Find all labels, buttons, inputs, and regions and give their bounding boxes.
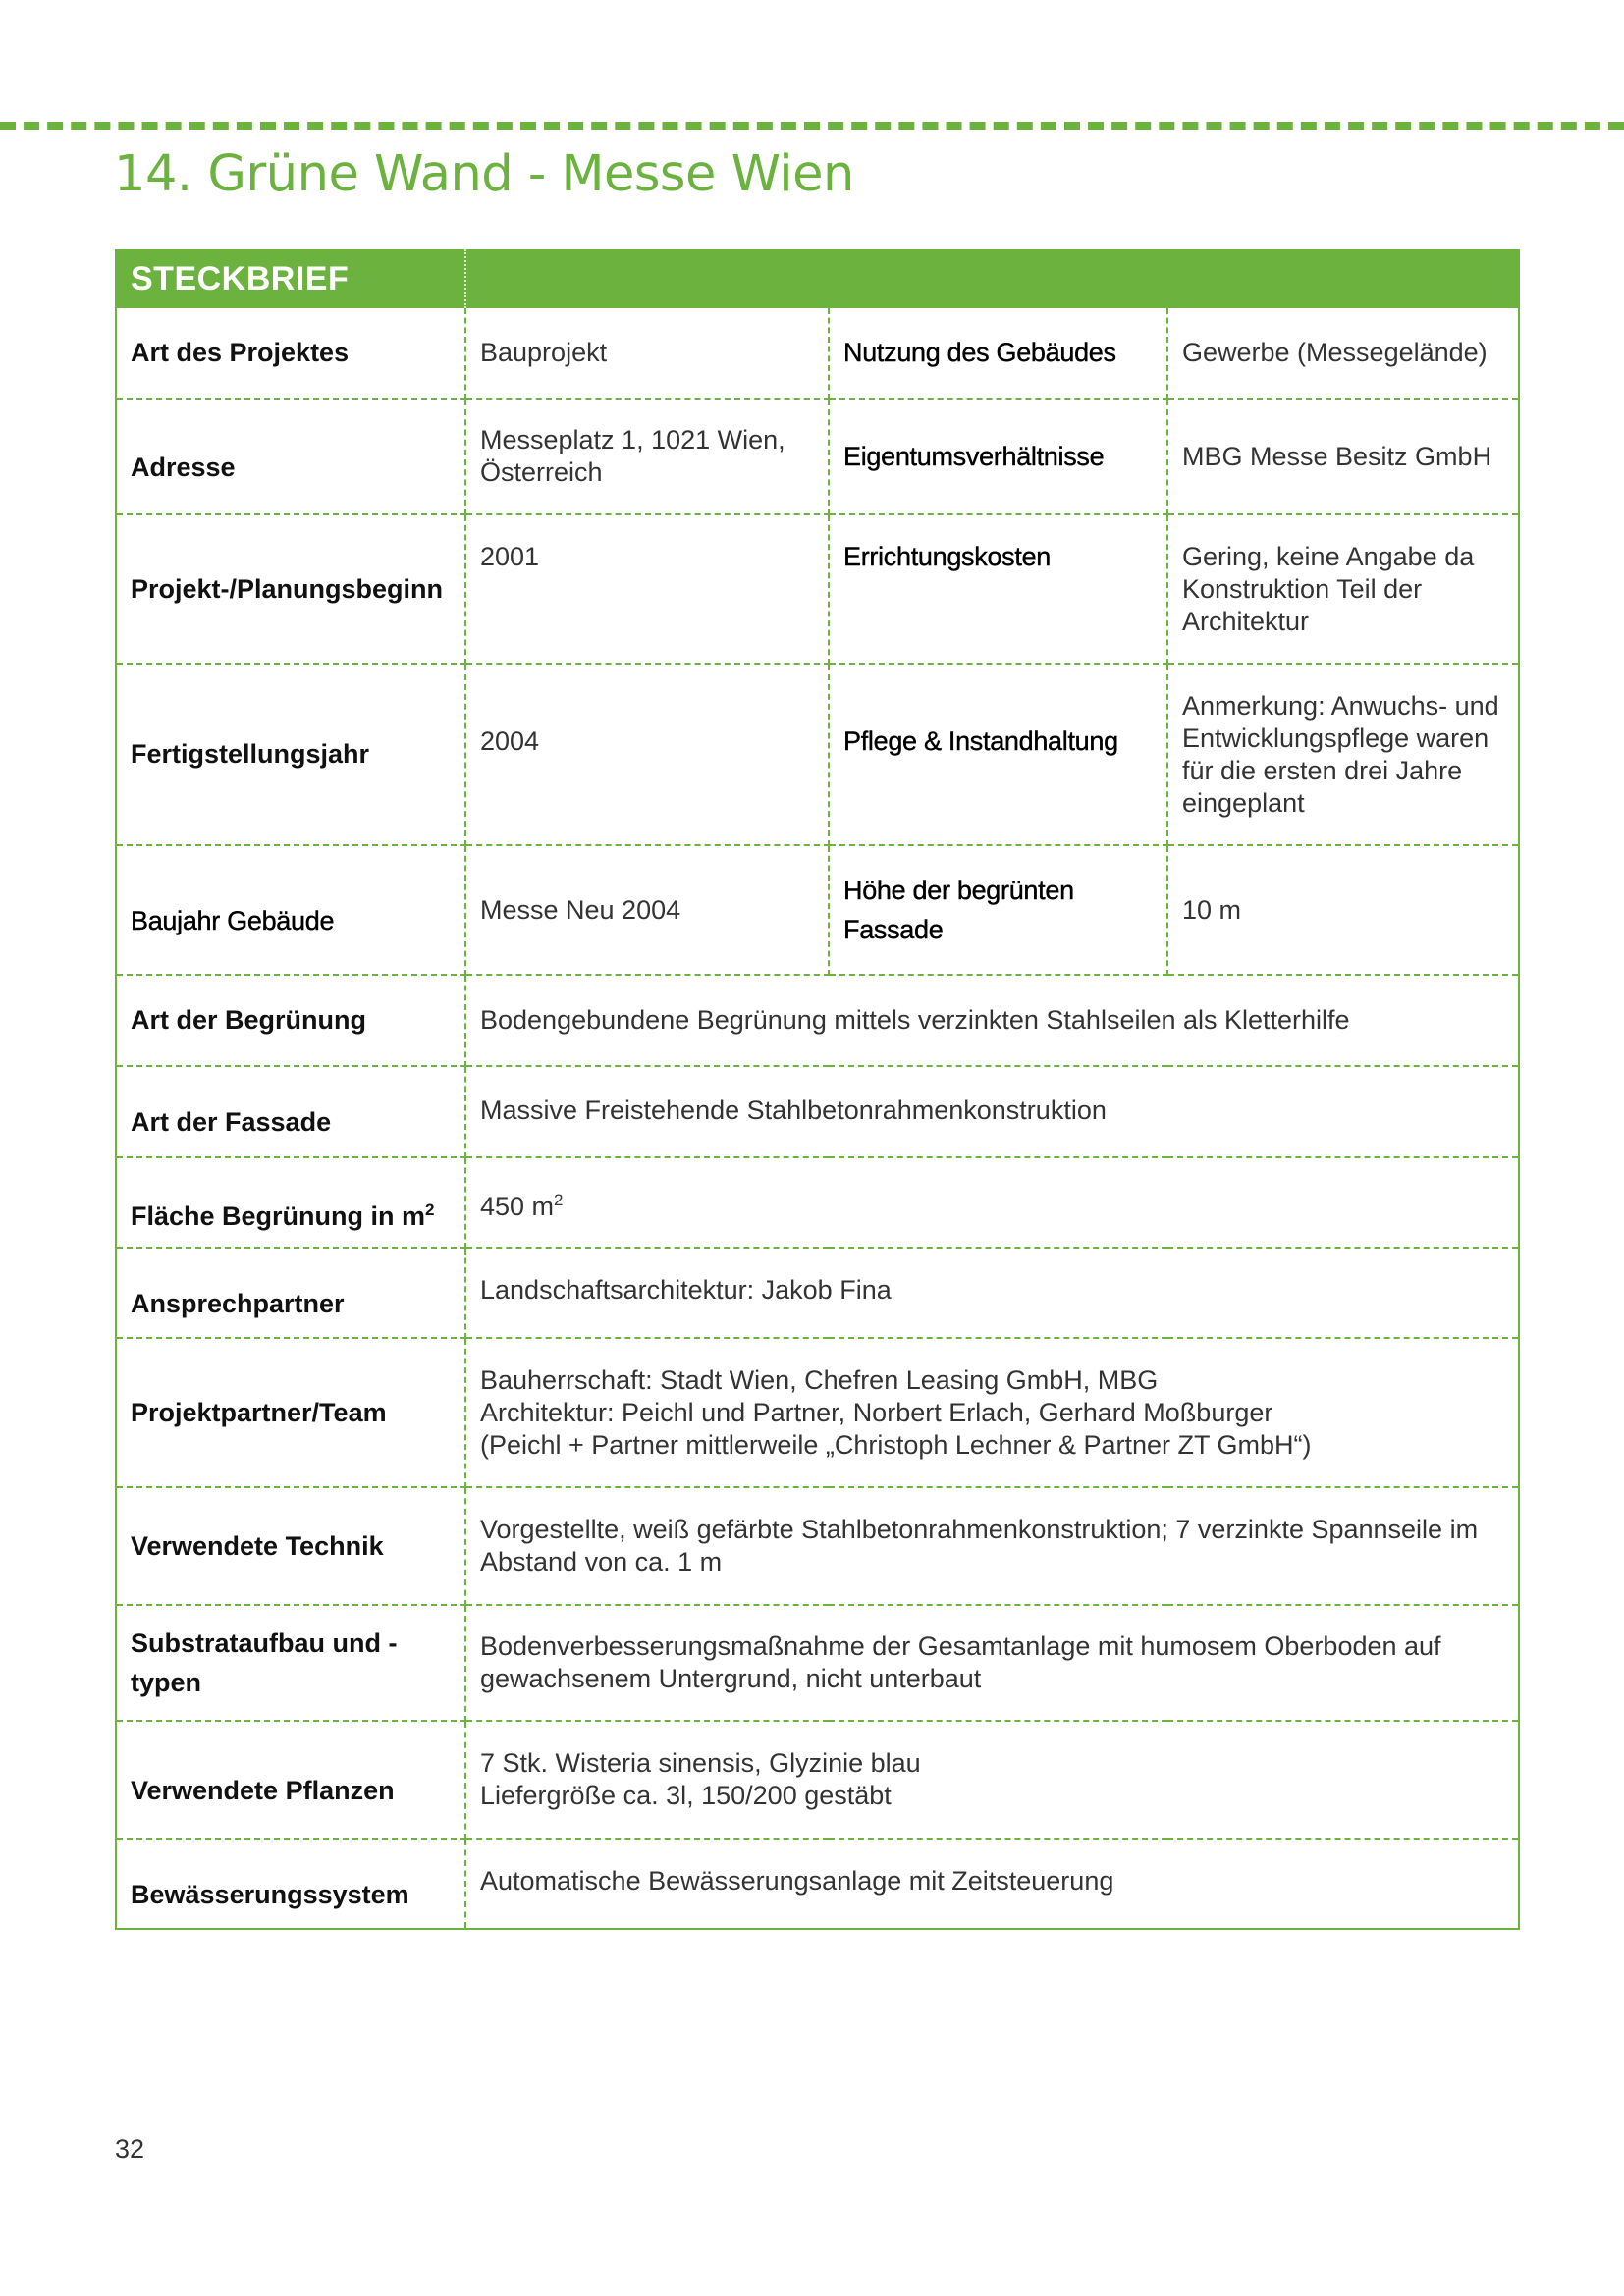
label-flaeche-sup: 2 — [425, 1201, 435, 1219]
steckbrief-header-row — [116, 249, 1519, 308]
pflanzen-line: 7 Stk. Wisteria sinensis, Glyzinie blau — [480, 1748, 921, 1778]
label-art-des-projektes: Art des Projektes — [116, 308, 465, 399]
label-substrat: Substrataufbau und -typen — [116, 1605, 465, 1721]
label-pflanzen: Verwendete Pflanzen — [116, 1721, 465, 1839]
label-hoehe: Höhe der begrünten Fassade — [829, 845, 1167, 975]
value-planungsbeginn: 2001 — [465, 514, 829, 664]
value-flaeche-sup: 2 — [554, 1191, 564, 1209]
label-art-der-fassade: Art der Fassade — [116, 1066, 465, 1157]
label-adresse: Adresse — [116, 399, 465, 514]
label-eigentum: Eigentumsverhältnisse — [829, 399, 1167, 514]
label-art-der-begruenung: Art der Begrünung — [116, 975, 465, 1066]
table-row — [116, 1839, 1519, 1929]
value-art-des-projektes: Bauprojekt — [465, 308, 829, 399]
value-pflanzen — [465, 1721, 1519, 1839]
pflanzen-line: Liefergröße ca. 3l, 150/200 gestäbt — [480, 1781, 892, 1810]
table-row — [116, 514, 1519, 664]
value-adresse: Messeplatz 1, 1021 Wien, Österreich — [465, 399, 829, 514]
value-fertigstellungsjahr: 2004 — [465, 664, 829, 845]
label-flaeche — [116, 1157, 465, 1248]
table-row — [116, 1721, 1519, 1839]
page-title: 14. Grüne Wand - Messe Wien — [114, 145, 854, 203]
label-ansprechpartner: Ansprechpartner — [116, 1248, 465, 1338]
value-ansprechpartner: Landschaftsarchitektur: Jakob Fina — [465, 1248, 1519, 1338]
value-art-der-begruenung: Bodengebundene Begrünung mittels verzinkten Stahlseilen als Kletterhilfe — [465, 975, 1519, 1066]
page-number: 32 — [115, 2134, 145, 2163]
top-dashed-rule — [0, 122, 1624, 130]
table-row — [116, 1605, 1519, 1721]
projektpartner-line: Bauherrschaft: Stadt Wien, Chefren Leasing GmbH, MBG — [480, 1364, 1159, 1395]
value-technik: Vorgestellte, weiß gefärbte Stahlbetonrahmenkonstruktion; 7 verzinkte Spannseile im Abstand von ca. 1 m — [465, 1487, 1519, 1605]
label-fertigstellungsjahr: Fertigstellungsjahr — [116, 664, 465, 845]
value-flaeche-text: 450 m — [480, 1192, 555, 1221]
value-nutzung: Gewerbe (Messegelände) — [1167, 308, 1519, 399]
label-technik: Verwendete Technik — [116, 1487, 465, 1605]
label-bewaesserung: Bewässerungssystem — [116, 1839, 465, 1929]
label-errichtungskosten: Errichtungskosten — [829, 514, 1167, 664]
value-flaeche — [465, 1157, 1519, 1248]
label-projektpartner: Projektpartner/Team — [116, 1338, 465, 1487]
value-errichtungskosten: Gering, keine Angabe da Konstruktion Teil der Architektur — [1167, 514, 1519, 664]
steckbrief-header-blank — [465, 249, 1519, 308]
table-row — [116, 664, 1519, 845]
table-row — [116, 1338, 1519, 1487]
value-projektpartner — [465, 1338, 1519, 1487]
projektpartner-line: Architektur: Peichl und Partner, Norbert Erlach, Gerhard Moßburger — [480, 1397, 1273, 1427]
table-row — [116, 975, 1519, 1066]
value-bewaesserung: Automatische Bewässerungsanlage mit Zeitsteuerung — [480, 1866, 1114, 1896]
value-baujahr: Messe Neu 2004 — [465, 845, 829, 975]
table-row — [116, 308, 1519, 399]
label-nutzung: Nutzung des Gebäudes — [829, 308, 1167, 399]
table-row — [116, 1157, 1519, 1248]
projektpartner-line: (Peichl + Partner mittlerweile „Christoph Lechner & Partner ZT GmbH“) — [480, 1429, 1312, 1460]
table-row — [116, 399, 1519, 514]
table-row — [116, 845, 1519, 975]
steckbrief-table — [115, 249, 1520, 1930]
table-row — [116, 1487, 1519, 1605]
value-pflege: Anmerkung: Anwuchs- und Entwicklungspflege waren für die ersten drei Jahre eingeplant — [1167, 664, 1519, 845]
table-row — [116, 1248, 1519, 1338]
value-art-der-fassade: Massive Freistehende Stahlbetonrahmenkonstruktion — [465, 1066, 1519, 1157]
value-eigentum: MBG Messe Besitz GmbH — [1167, 399, 1519, 514]
label-flaeche-text: Fläche Begrünung in m — [131, 1201, 426, 1231]
label-pflege: Pflege & Instandhaltung — [829, 664, 1167, 845]
table-row — [116, 1066, 1519, 1157]
steckbrief-header: STECKBRIEF — [116, 249, 465, 308]
value-hoehe: 10 m — [1167, 845, 1519, 975]
label-baujahr: Baujahr Gebäude — [116, 845, 465, 975]
label-planungsbeginn: Projekt-/Planungsbeginn — [116, 514, 465, 664]
value-substrat: Bodenverbesserungsmaßnahme der Gesamtanlage mit humosem Oberboden auf gewachsenem Untergrund, nicht unterbaut — [465, 1605, 1519, 1721]
